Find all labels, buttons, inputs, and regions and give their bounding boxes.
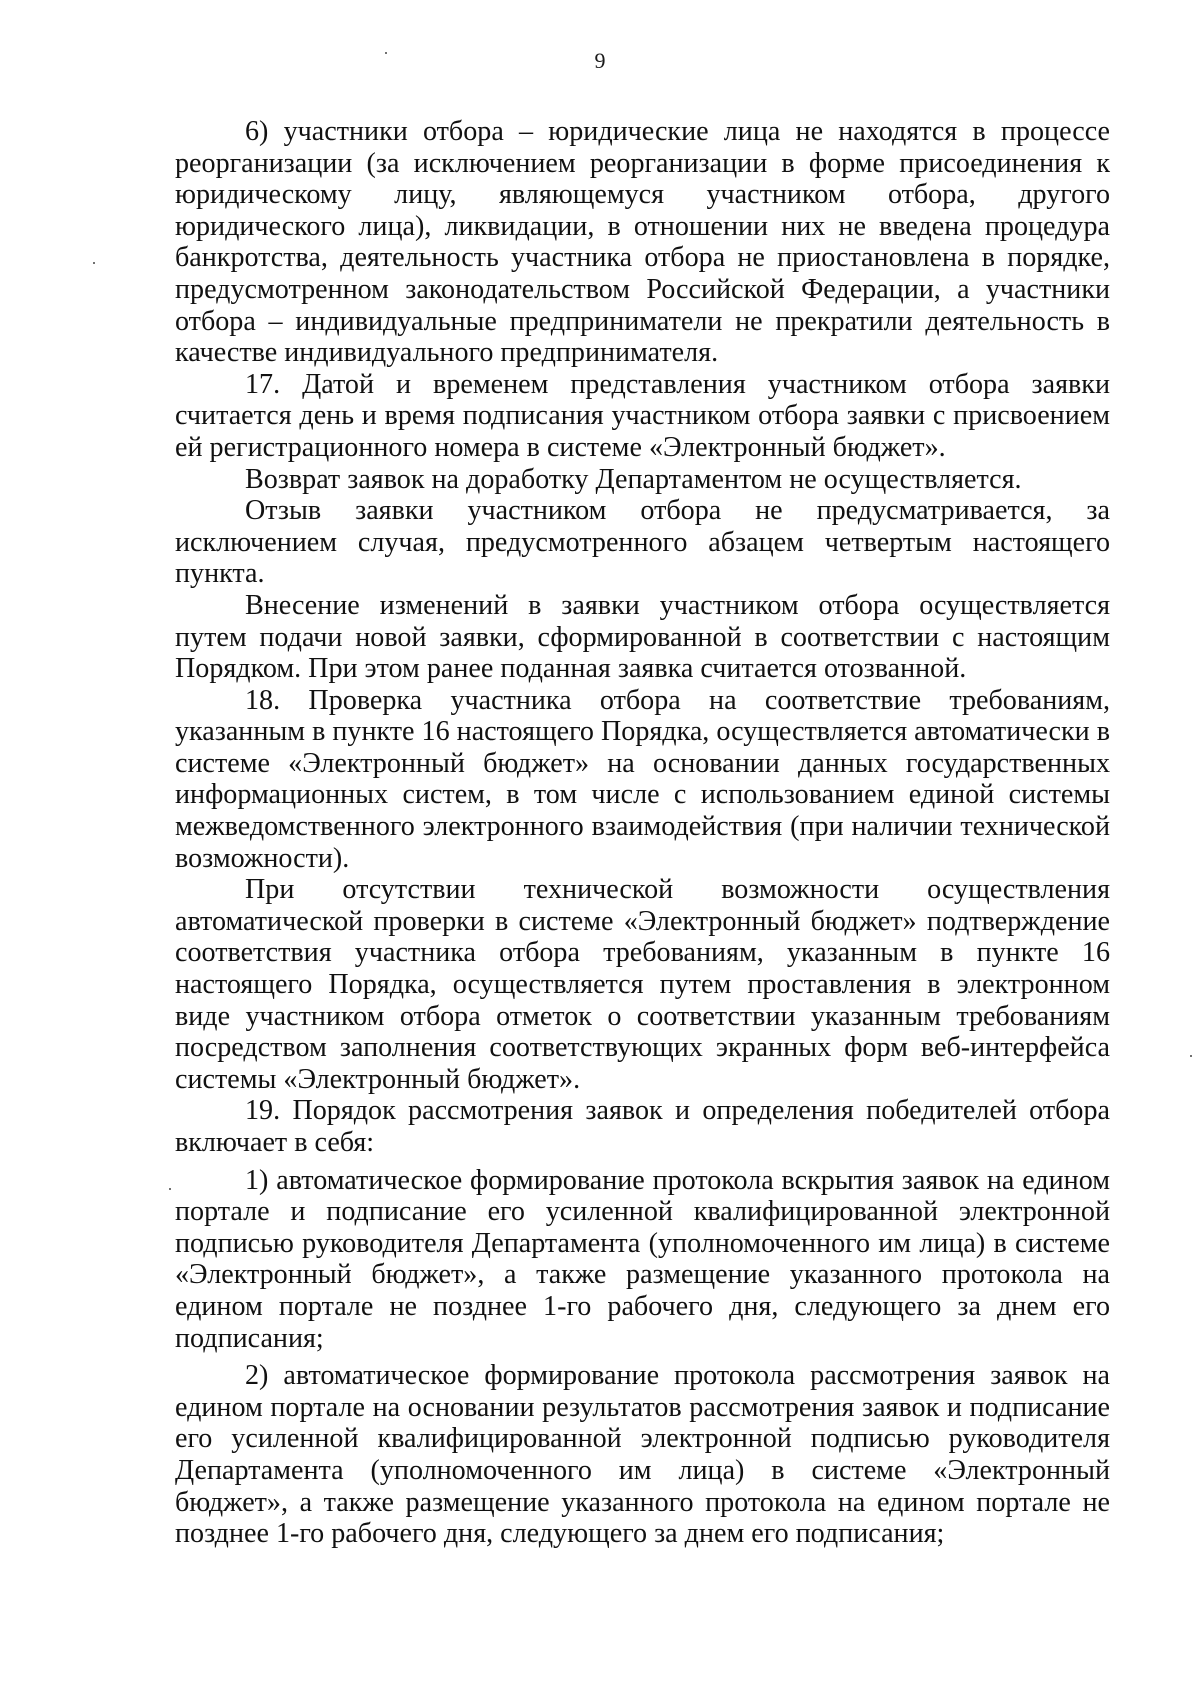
paragraph-return-of-applications: Возврат заявок на доработку Департаментом не осуществляется.	[245, 463, 1022, 495]
paragraph-subitem-2: 2) автоматическое формирование протокола рассмотрения заявок на едином портале на основании результатов рассмотрения заявок и подписание его усиленной квалифицированной электронной подписью руководителя Департамента (уполномоченного им лица) в системе «Электронный бюджет», а также размещение указанного протокола на едином портале не позднее 1-го рабочего дня, следующего за днем его подписания;	[175, 1360, 1110, 1550]
paragraph-subitem-1: 1) автоматическое формирование протокола вскрытия заявок на едином портале и подписание его усиленной квалифицированной электронной подписью руководителя Департамента (уполномоченного им лица) в системе «Электронный бюджет», а также размещение указанного протокола на едином портале не позднее 1-го рабочего дня, следующего за днем его подписания;	[175, 1164, 1110, 1354]
scan-speck	[93, 262, 95, 264]
paragraph-clause-17: 17. Датой и временем представления участником отбора заявки считается день и время подписания участником отбора заявки с присвоением ей регистрационного номера в системе «Электронный бюджет».	[175, 368, 1110, 463]
scan-speck	[385, 52, 387, 54]
page-number: 9	[594, 48, 606, 73]
paragraph-manual-check: При отсутствии технической возможности осуществления автоматической проверки в системе «Электронный бюджет» подтверждение соответствия участника отбора требованиям, указанным в пункте 16 настоящего Порядка, осуществляется путем проставления в электронном виде участником отбора отметок о соответствии указанным требованиям посредством заполнения соответствующих экранных форм веб-интерфейса системы «Электронный бюджет».	[175, 874, 1110, 1095]
paragraph-clause-19: 19. Порядок рассмотрения заявок и определения победителей отбора включает в себя:	[175, 1095, 1110, 1158]
paragraph-withdrawal: Отзыв заявки участником отбора не предусматривается, за исключением случая, предусмотренного абзацем четвертым настоящего пункта.	[175, 495, 1110, 590]
paragraph-clause-18: 18. Проверка участника отбора на соответствие требованиям, указанным в пункте 16 настоящего Порядка, осуществляется автоматически в системе «Электронный бюджет» на основании данных государственных информационных систем, в том числе с использованием единой системы межведомственного электронного взаимодействия (при наличии технической возможности).	[175, 684, 1110, 874]
document-body	[175, 116, 1110, 1550]
paragraph-item-6: 6) участники отбора – юридические лица не находятся в процессе реорганизации (за исключением реорганизации в форме присоединения к юридическому лицу, являющемуся участником отбора, другого юридического лица), ликвидации, в отношении них не введена процедура банкротства, деятельность участника отбора не приостановлена в порядке, предусмотренном законодательством Российской Федерации, а участники отбора – индивидуальные предприниматели не прекратили деятельность в качестве индивидуального предпринимателя.	[175, 116, 1110, 369]
scan-speck	[1190, 1055, 1192, 1057]
scan-speck	[169, 1188, 171, 1190]
paragraph-amendments: Внесение изменений в заявки участником отбора осуществляется путем подачи новой заявки, сформированной в соответствии с настоящим Порядком. При этом ранее поданная заявка считается отозванной.	[175, 589, 1110, 685]
